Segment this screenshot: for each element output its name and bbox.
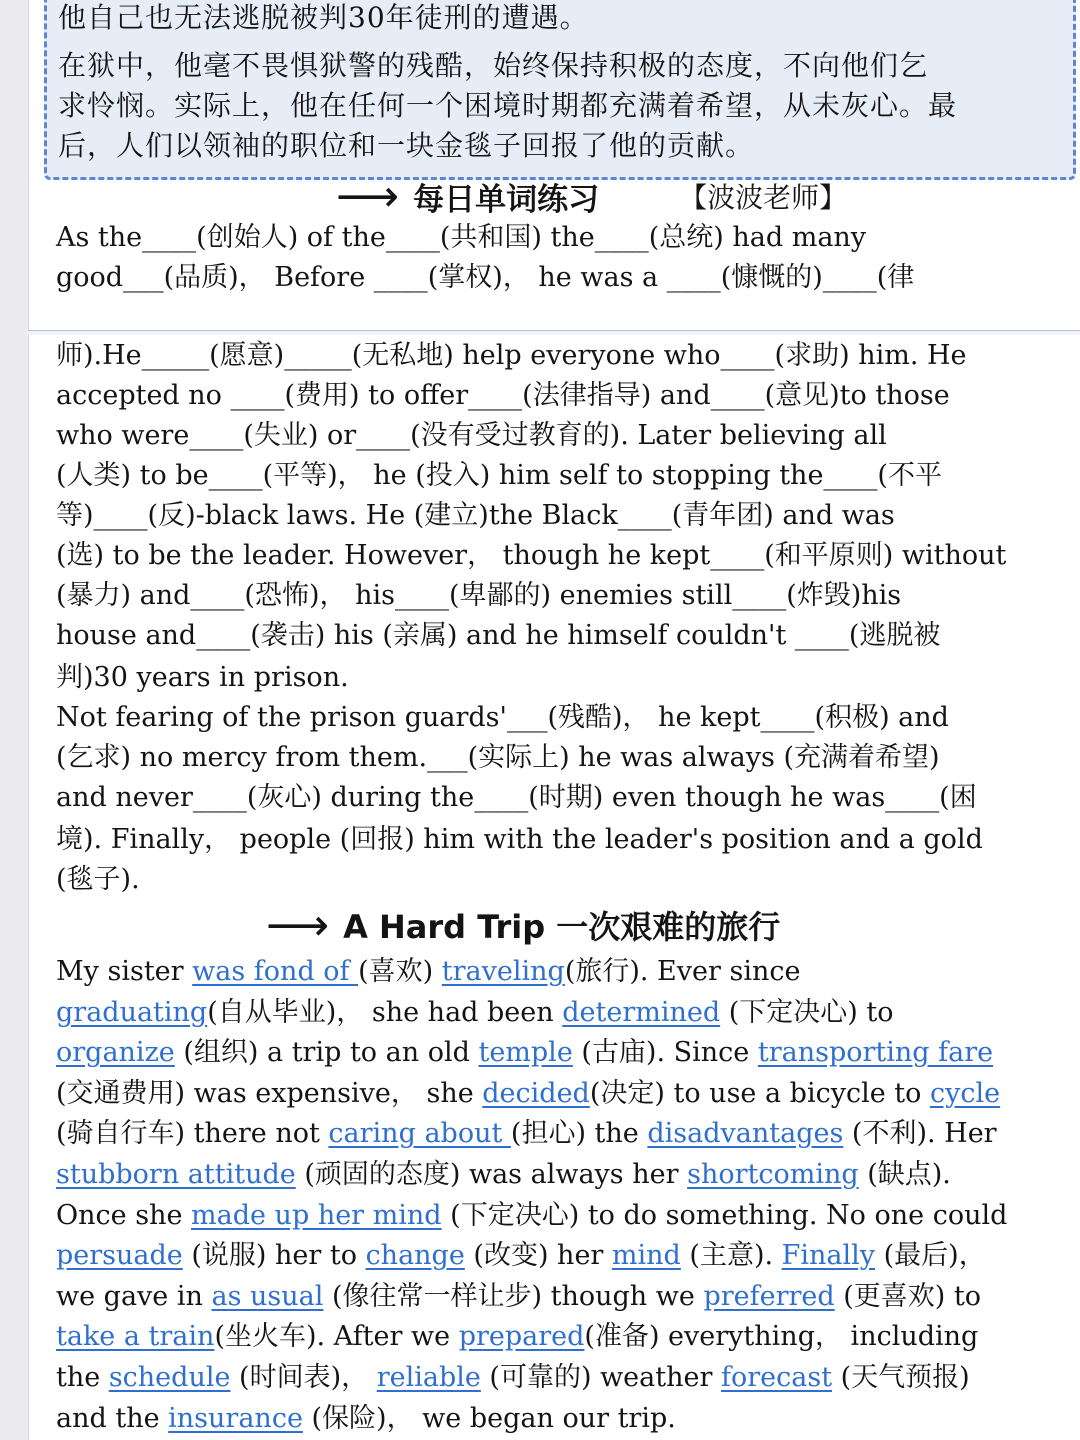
highlighted-phrase: persuade <box>56 1240 183 1271</box>
section-title-row <box>336 172 847 220</box>
story-text: (可靠的) weather <box>480 1362 721 1393</box>
story-line <box>56 1074 1000 1114</box>
story-text: (决定) to use a bicycle to <box>589 1078 930 1109</box>
story-text: (准备) everything， including <box>584 1321 979 1352</box>
arrow-right-icon: ⟶ <box>336 170 400 222</box>
story-line <box>56 1277 981 1317</box>
highlighted-phrase: as usual <box>211 1281 324 1312</box>
highlighted-phrase: cycle <box>929 1078 1001 1109</box>
highlighted-phrase: schedule <box>108 1362 231 1393</box>
section-title: 每日单词练习 <box>413 181 600 218</box>
highlighted-phrase: stubborn attitude <box>56 1159 296 1190</box>
note-line: 后，人们以领袖的职位和一块金毯子回报了他的贡献。 <box>58 129 755 162</box>
highlighted-phrase: transporting fare <box>757 1037 994 1068</box>
story-text: and the <box>56 1403 169 1434</box>
teacher-label: 【波波老师】 <box>679 181 848 214</box>
story-text: (改变) her <box>464 1240 612 1271</box>
story-text: (保险)， we began our trip. <box>302 1403 676 1434</box>
highlighted-phrase: mind <box>611 1240 681 1271</box>
story-line <box>56 952 800 992</box>
exercise-line: good___(品质)， Before ____(掌权)， he was a ____(慷慨的)____(律 <box>56 262 915 293</box>
highlighted-phrase: disadvantages <box>647 1118 844 1149</box>
exercise-line: 判)30 years in prison. <box>56 662 349 693</box>
story-text: (喜欢) <box>358 956 442 987</box>
highlighted-phrase: determined <box>562 997 721 1028</box>
story-text: (像往常一样让步) though we <box>323 1281 704 1312</box>
story-text: (顽固的态度) was always her <box>295 1159 688 1190</box>
story-line <box>56 1114 997 1154</box>
story-text: Once she <box>56 1200 192 1231</box>
exercise-line: accepted no ____(费用) to offer____(法律指导) and____(意见)to those <box>56 380 950 411</box>
story-text: (坐火车). After we <box>214 1321 459 1352</box>
highlighted-phrase: temple <box>478 1037 573 1068</box>
story-text: (说服) her to <box>182 1240 366 1271</box>
story-text: (主意). <box>680 1240 782 1271</box>
note-line: 他自己也无法逃脱被判30年徒刑的遭遇。 <box>58 1 589 34</box>
exercise-line: As the____(创始人) of the____(共和国) the____(总统) had many <box>56 222 867 253</box>
highlighted-phrase: organize <box>56 1037 175 1068</box>
page-gutter <box>0 0 29 1440</box>
story-text: (组织) a trip to an old <box>174 1037 479 1068</box>
exercise-line: who were____(失业) or____(没有受过教育的). Later believing all <box>56 420 887 451</box>
story-line <box>56 1033 993 1073</box>
story-text: (自从毕业)， she had been <box>207 997 563 1028</box>
exercise-line: (选) to be the leader. However， though he kept____(和平原则) without <box>56 540 1007 571</box>
story-line <box>56 1358 970 1398</box>
exercise-line: (毯子). <box>56 864 140 895</box>
story-text: (下定决心) to <box>720 997 894 1028</box>
story-text: My sister <box>56 956 193 987</box>
exercise-line: 境). Finally， people (回报) him with the leader's position and a gold <box>56 824 983 855</box>
story-text: (天气预报) <box>832 1362 970 1393</box>
story-text: (更喜欢) to <box>834 1281 981 1312</box>
highlighted-phrase: preferred <box>703 1281 835 1312</box>
story-text: we gave in <box>56 1281 212 1312</box>
highlighted-phrase: traveling <box>441 956 565 987</box>
highlighted-phrase: take a train <box>56 1321 215 1352</box>
highlighted-phrase: prepared <box>458 1321 585 1352</box>
story-line <box>56 1317 978 1357</box>
story-text: (交通费用) was expensive， she <box>56 1078 483 1109</box>
exercise-line: 等)____(反)-black laws. He (建立)the Black____(青年团) and was <box>56 500 895 531</box>
exercise-line: 师).He_____(愿意)_____(无私地) help everyone who____(求助) him. He <box>56 340 967 371</box>
highlighted-phrase: change <box>365 1240 465 1271</box>
highlighted-phrase: forecast <box>720 1362 833 1393</box>
highlighted-phrase: insurance <box>168 1403 303 1434</box>
highlighted-phrase: Finally <box>781 1240 876 1271</box>
exercise-line: Not fearing of the prison guards'___(残酷)， he kept____(积极) and <box>56 702 949 733</box>
highlighted-phrase: decided <box>482 1078 590 1109</box>
story-text: (时间表)， <box>230 1362 377 1393</box>
section-title: A Hard Trip 一次艰难的旅行 <box>343 908 781 946</box>
story-text: (旅行). Ever since <box>564 956 801 987</box>
highlighted-phrase: was fond of <box>192 956 359 987</box>
exercise-line: house and____(袭击) his (亲属) and he himself couldn't ____(逃脱被 <box>56 620 941 651</box>
section-title-row <box>266 900 780 950</box>
story-line <box>56 1236 986 1276</box>
exercise-line: (人类) to be____(平等)， he (投入) him self to stopping the____(不平 <box>56 460 942 491</box>
story-text: (担心) the <box>510 1118 648 1149</box>
story-text: (下定决心) to do something. No one could <box>441 1200 1008 1231</box>
highlighted-phrase: reliable <box>376 1362 481 1393</box>
highlighted-phrase: shortcoming <box>687 1159 859 1190</box>
story-line <box>56 1399 676 1439</box>
story-text: (不利). Her <box>843 1118 997 1149</box>
story-text: the <box>56 1362 109 1393</box>
highlighted-phrase: caring about <box>328 1118 511 1149</box>
highlighted-phrase: graduating <box>56 997 208 1028</box>
story-text: (最后)， <box>875 1240 986 1271</box>
page-divider <box>28 330 1080 335</box>
note-line: 求怜悯。实际上，他在任何一个困境时期都充满着希望，从未灰心。最 <box>58 89 958 122</box>
highlighted-phrase: made up her mind <box>191 1200 442 1231</box>
story-line <box>56 1155 951 1195</box>
arrow-right-icon: ⟶ <box>266 899 330 951</box>
story-text: (古庙). Since <box>572 1037 758 1068</box>
story-text: (骑自行车) there not <box>56 1118 329 1149</box>
exercise-line: (乞求) no mercy from them.___(实际上) he was always (充满着希望) <box>56 742 940 773</box>
exercise-line: (暴力) and____(恐怖)， his____(卑鄙的) enemies still____(炸毁)his <box>56 580 902 611</box>
story-line <box>56 993 893 1033</box>
exercise-line: and never____(灰心) during the____(时期) even though he was____(困 <box>56 782 977 813</box>
story-line <box>56 1196 1007 1236</box>
story-text: (缺点). <box>858 1159 951 1190</box>
note-line: 在狱中，他毫不畏惧狱警的残酷，始终保持积极的态度，不向他们乞 <box>58 49 929 82</box>
